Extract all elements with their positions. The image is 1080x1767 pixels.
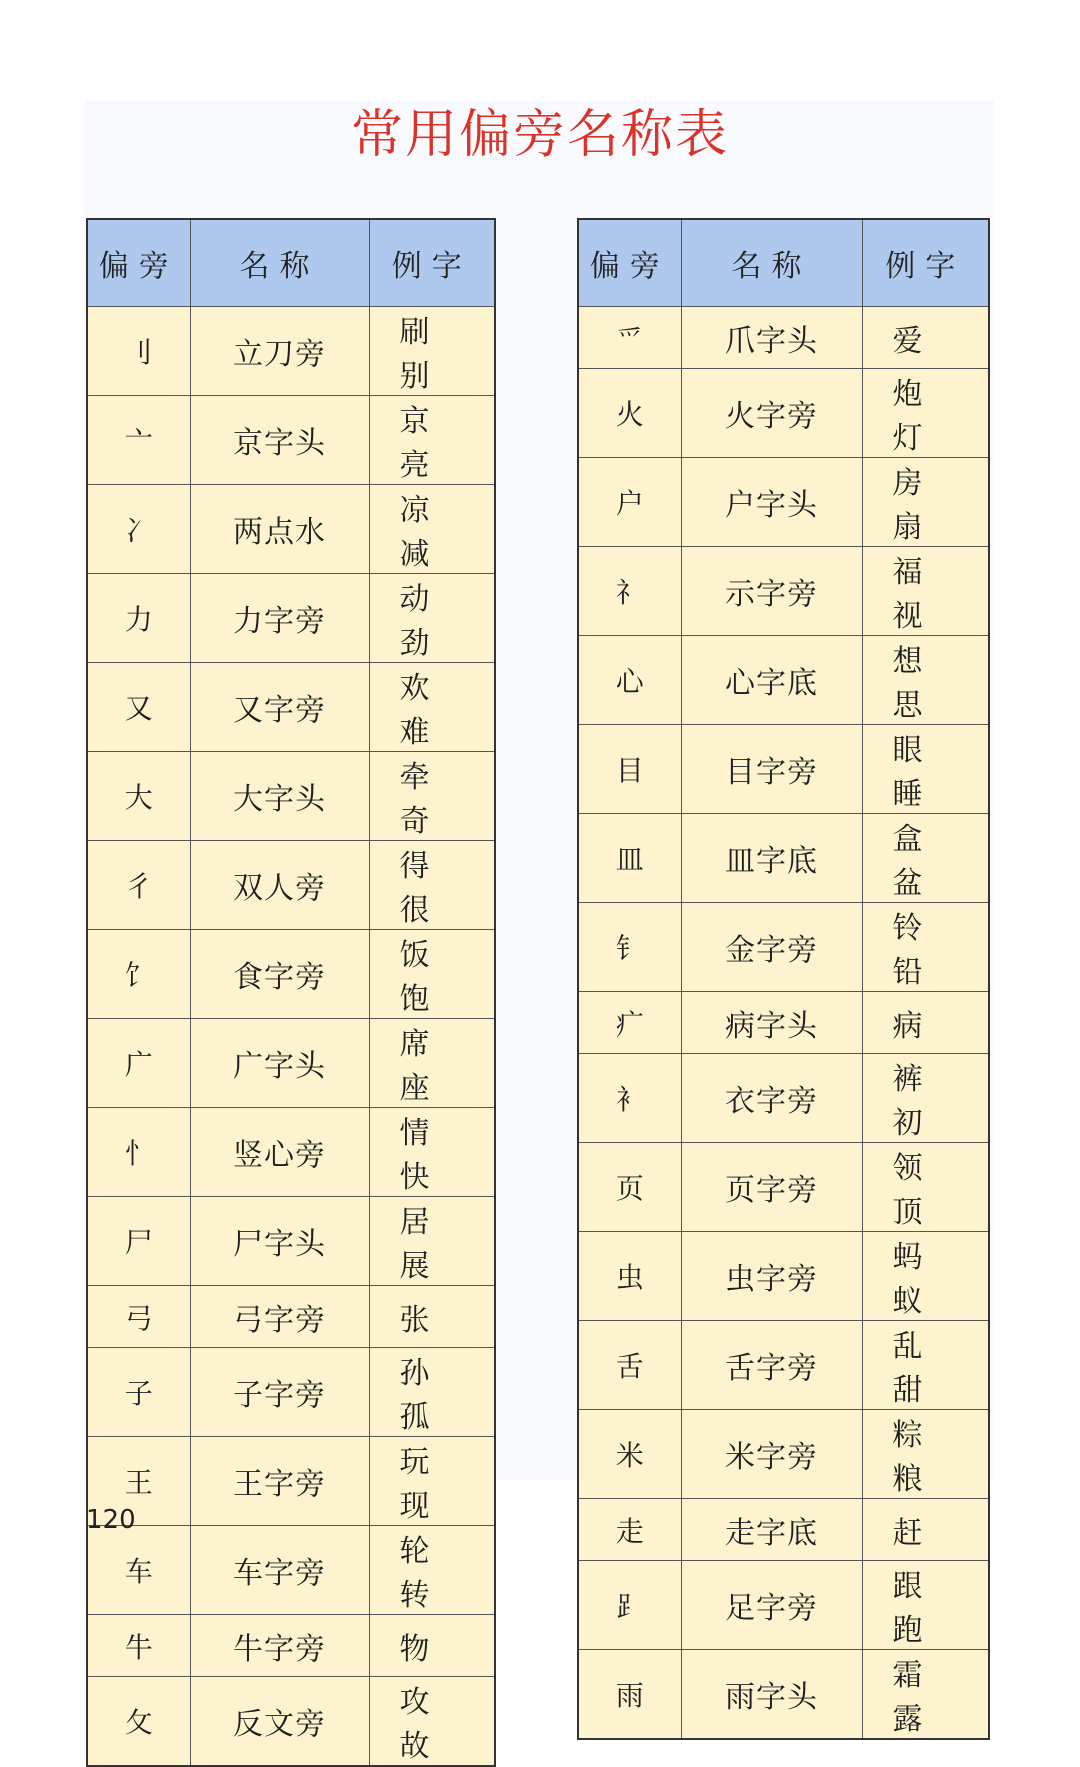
name-cell: 雨字头	[681, 1650, 862, 1740]
radical-cell: 走	[578, 1499, 681, 1561]
radical-cell: 礻	[578, 547, 681, 636]
radical-cell: 疒	[578, 992, 681, 1054]
radical-cell: 王	[87, 1437, 190, 1526]
page-number: 120	[86, 1505, 136, 1535]
radical-cell: 页	[578, 1143, 681, 1232]
table-body-right	[578, 307, 989, 1740]
radical-cell: 彳	[87, 841, 190, 930]
name-cell: 广字头	[190, 1019, 369, 1108]
name-cell: 又字旁	[190, 663, 369, 752]
name-cell: 子字旁	[190, 1348, 369, 1437]
radical-cell: 刂	[87, 307, 190, 396]
radical-cell: 米	[578, 1410, 681, 1499]
table-row	[578, 369, 989, 458]
radical-cell: 力	[87, 574, 190, 663]
name-cell: 王字旁	[190, 1437, 369, 1526]
name-cell: 走字底	[681, 1499, 862, 1561]
radical-cell: 爫	[578, 307, 681, 369]
example-cell: 裤 初	[862, 1054, 989, 1143]
radical-cell: 冫	[87, 485, 190, 574]
name-cell: 双人旁	[190, 841, 369, 930]
header-name: 名称	[681, 219, 862, 307]
radical-cell: 广	[87, 1019, 190, 1108]
radical-cell: ⻊	[578, 1561, 681, 1650]
table-row	[87, 1108, 495, 1197]
example-cell: 乱 甜	[862, 1321, 989, 1410]
example-cell: 得 很	[369, 841, 495, 930]
example-cell: 情 快	[369, 1108, 495, 1197]
name-cell: 牛字旁	[190, 1615, 369, 1677]
name-cell: 力字旁	[190, 574, 369, 663]
name-cell: 大字头	[190, 752, 369, 841]
header-radical: 偏旁	[87, 219, 190, 307]
example-cell: 玩 现	[369, 1437, 495, 1526]
radical-table-right	[577, 218, 990, 1740]
radical-cell: 忄	[87, 1108, 190, 1197]
table-row	[578, 1499, 989, 1561]
name-cell: 心字底	[681, 636, 862, 725]
example-cell: 想 思	[862, 636, 989, 725]
example-cell: 病	[862, 992, 989, 1054]
name-cell: 竖心旁	[190, 1108, 369, 1197]
table-row	[578, 547, 989, 636]
example-cell: 铃 铅	[862, 903, 989, 992]
table-row	[578, 1054, 989, 1143]
table-row	[578, 903, 989, 992]
example-cell: 霜 露	[862, 1650, 989, 1740]
name-cell: 弓字旁	[190, 1286, 369, 1348]
table-row	[87, 930, 495, 1019]
table-row	[87, 1197, 495, 1286]
table-row	[87, 752, 495, 841]
table-row	[578, 1410, 989, 1499]
name-cell: 火字旁	[681, 369, 862, 458]
name-cell: 京字头	[190, 396, 369, 485]
example-cell: 盒 盆	[862, 814, 989, 903]
table-row	[578, 992, 989, 1054]
example-cell: 粽 粮	[862, 1410, 989, 1499]
table-row	[87, 1348, 495, 1437]
name-cell: 爪字头	[681, 307, 862, 369]
example-cell: 眼 睡	[862, 725, 989, 814]
example-cell: 房 扇	[862, 458, 989, 547]
name-cell: 反文旁	[190, 1677, 369, 1767]
name-cell: 金字旁	[681, 903, 862, 992]
radical-cell: 舌	[578, 1321, 681, 1410]
example-cell: 物	[369, 1615, 495, 1677]
example-cell: 张	[369, 1286, 495, 1348]
table-row	[87, 574, 495, 663]
name-cell: 皿字底	[681, 814, 862, 903]
example-cell: 轮 转	[369, 1526, 495, 1615]
table-row	[87, 841, 495, 930]
table-row	[578, 814, 989, 903]
table-header-row	[578, 219, 989, 307]
radical-cell: 雨	[578, 1650, 681, 1740]
table-row	[87, 485, 495, 574]
table-row	[87, 1286, 495, 1348]
table-header-row	[87, 219, 495, 307]
example-cell: 领 顶	[862, 1143, 989, 1232]
table-row	[87, 1019, 495, 1108]
name-cell: 两点水	[190, 485, 369, 574]
example-cell: 动 劲	[369, 574, 495, 663]
table-row	[87, 1615, 495, 1677]
table-row	[578, 1561, 989, 1650]
name-cell: 食字旁	[190, 930, 369, 1019]
radical-cell: 钅	[578, 903, 681, 992]
radical-cell: 虫	[578, 1232, 681, 1321]
example-cell: 爱	[862, 307, 989, 369]
radical-cell: 尸	[87, 1197, 190, 1286]
example-cell: 欢 难	[369, 663, 495, 752]
table-row	[578, 307, 989, 369]
name-cell: 足字旁	[681, 1561, 862, 1650]
example-cell: 席 座	[369, 1019, 495, 1108]
name-cell: 示字旁	[681, 547, 862, 636]
header-name: 名称	[190, 219, 369, 307]
radical-cell: 弓	[87, 1286, 190, 1348]
radical-cell: 目	[578, 725, 681, 814]
table-row	[87, 1526, 495, 1615]
name-cell: 尸字头	[190, 1197, 369, 1286]
table-row	[87, 307, 495, 396]
example-cell: 凉 减	[369, 485, 495, 574]
example-cell: 刷 别	[369, 307, 495, 396]
name-cell: 页字旁	[681, 1143, 862, 1232]
radical-cell: 心	[578, 636, 681, 725]
table-row	[87, 663, 495, 752]
table-row	[578, 636, 989, 725]
example-cell: 炮 灯	[862, 369, 989, 458]
example-cell: 蚂 蚁	[862, 1232, 989, 1321]
table-row	[578, 1321, 989, 1410]
radical-cell: 火	[578, 369, 681, 458]
radical-cell: 皿	[578, 814, 681, 903]
table-row	[578, 1143, 989, 1232]
name-cell: 目字旁	[681, 725, 862, 814]
radical-cell: 户	[578, 458, 681, 547]
radical-cell: 牛	[87, 1615, 190, 1677]
name-cell: 虫字旁	[681, 1232, 862, 1321]
table-row	[87, 396, 495, 485]
radical-cell: 车	[87, 1526, 190, 1615]
radical-cell: 子	[87, 1348, 190, 1437]
example-cell: 孙 孤	[369, 1348, 495, 1437]
table-row	[87, 1437, 495, 1526]
name-cell: 立刀旁	[190, 307, 369, 396]
example-cell: 跟 跑	[862, 1561, 989, 1650]
name-cell: 车字旁	[190, 1526, 369, 1615]
example-cell: 赶	[862, 1499, 989, 1561]
radical-table-left	[86, 218, 496, 1767]
example-cell: 居 展	[369, 1197, 495, 1286]
example-cell: 京 亮	[369, 396, 495, 485]
radical-cell: 亠	[87, 396, 190, 485]
radical-cell: 衤	[578, 1054, 681, 1143]
header-example: 例字	[369, 219, 495, 307]
example-cell: 攻 故	[369, 1677, 495, 1767]
header-radical: 偏旁	[578, 219, 681, 307]
radical-cell: 饣	[87, 930, 190, 1019]
table-row	[578, 1232, 989, 1321]
example-cell: 福 视	[862, 547, 989, 636]
example-cell: 饭 饱	[369, 930, 495, 1019]
table-row	[87, 1677, 495, 1767]
table-body-left	[87, 307, 495, 1767]
name-cell: 户字头	[681, 458, 862, 547]
name-cell: 米字旁	[681, 1410, 862, 1499]
name-cell: 衣字旁	[681, 1054, 862, 1143]
table-row	[578, 725, 989, 814]
header-example: 例字	[862, 219, 989, 307]
radical-cell: 又	[87, 663, 190, 752]
radical-cell: 攵	[87, 1677, 190, 1767]
name-cell: 舌字旁	[681, 1321, 862, 1410]
table-row	[578, 458, 989, 547]
table-row	[578, 1650, 989, 1740]
name-cell: 病字头	[681, 992, 862, 1054]
page-title: 常用偏旁名称表	[350, 105, 729, 165]
example-cell: 牵 奇	[369, 752, 495, 841]
radical-cell: 大	[87, 752, 190, 841]
